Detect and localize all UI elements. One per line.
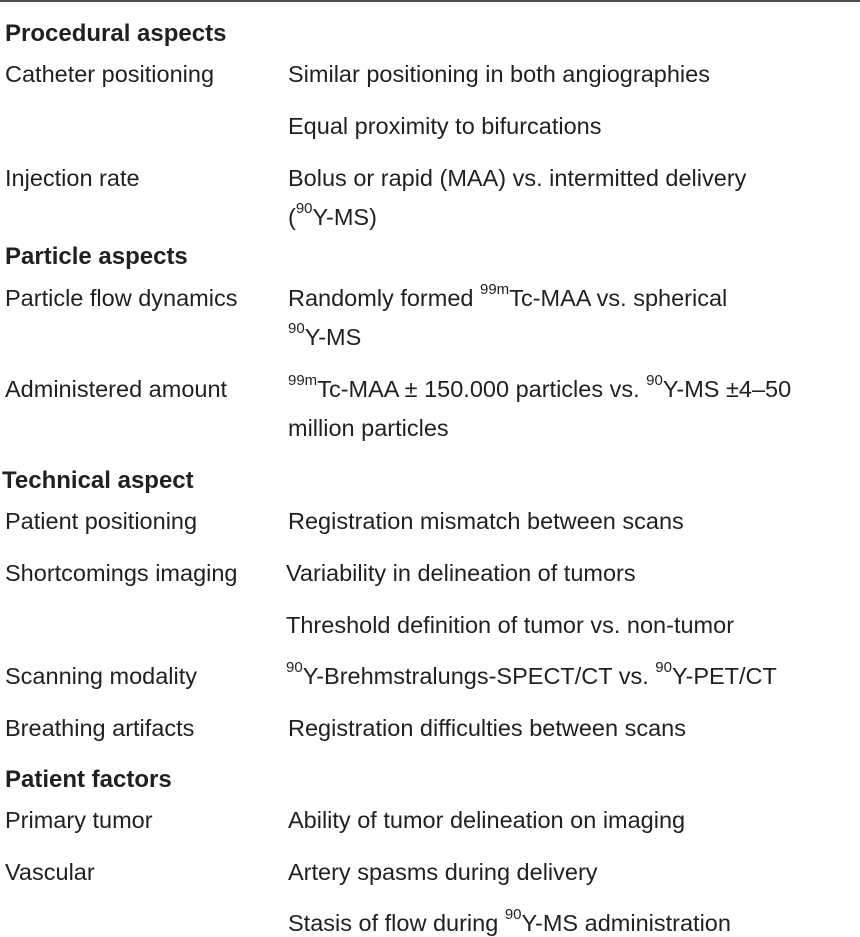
isotope-superscript: 90 — [288, 320, 305, 338]
factor-label: Catheter positioning — [5, 61, 215, 87]
factor-label: Patient positioning — [5, 508, 198, 534]
detail-line — [288, 507, 684, 535]
detail-text: Y-MS ±4–50 — [662, 376, 792, 402]
detail-text: Registration mismatch between scans — [288, 508, 684, 534]
detail-text: Tc-MAA vs. spherical — [509, 285, 728, 311]
isotope-superscript: 90 — [286, 659, 303, 677]
detail-line — [286, 611, 734, 639]
detail-text: Y-Brehmstralungs-SPECT/CT vs. — [302, 663, 656, 689]
isotope-superscript: 99m — [288, 372, 318, 390]
detail-line — [288, 372, 792, 403]
detail-text: million particles — [288, 415, 449, 441]
detail-text: Threshold definition of tumor vs. non-tumor — [286, 612, 735, 638]
isotope-superscript: 90 — [504, 906, 522, 924]
detail-text: Artery spasms during delivery — [288, 859, 598, 885]
isotope-superscript: 90 — [295, 200, 313, 218]
section-heading: Particle aspects — [5, 243, 188, 270]
detail-text: Equal proximity to bifurcations — [288, 113, 602, 139]
table-top-rule — [0, 0, 860, 2]
detail-text: Y-PET/CT — [671, 663, 777, 689]
detail-line — [286, 559, 636, 587]
detail-text: Ability of tumor delineation on imaging — [288, 807, 686, 833]
detail-text: Similar positioning in both angiographies — [288, 61, 710, 87]
detail-line — [288, 164, 746, 192]
detail-line — [288, 806, 685, 834]
detail-line — [288, 906, 731, 937]
isotope-superscript: 90 — [646, 372, 663, 390]
detail-text: Tc-MAA ± 150.000 particles vs. — [317, 376, 647, 402]
factor-label: Primary tumor — [5, 807, 153, 833]
factor-label: Administered amount — [5, 376, 228, 402]
section-heading: Patient factors — [5, 766, 172, 793]
factor-label: Injection rate — [5, 165, 140, 191]
detail-text: Y-MS) — [312, 204, 377, 230]
detail-line — [288, 60, 710, 88]
section-heading: Procedural aspects — [5, 20, 227, 47]
detail-line — [288, 320, 362, 351]
isotope-superscript: 90 — [655, 659, 672, 677]
detail-line — [288, 281, 728, 312]
detail-text: Randomly formed — [288, 285, 480, 311]
detail-line — [288, 714, 686, 742]
factor-label: Particle flow dynamics — [5, 285, 238, 311]
detail-line — [288, 200, 377, 231]
detail-line — [288, 414, 449, 442]
section-heading: Technical aspect — [2, 467, 194, 494]
detail-text: Variability in delineation of tumors — [286, 560, 636, 586]
detail-line — [288, 858, 598, 886]
factor-label: Scanning modality — [5, 663, 198, 689]
detail-line — [288, 112, 601, 140]
detail-line — [286, 659, 777, 690]
detail-text: ( — [288, 204, 296, 230]
detail-text: Y-MS administration — [521, 910, 731, 936]
factor-label: Shortcomings imaging — [5, 560, 238, 586]
detail-text: Y-MS — [304, 324, 362, 350]
detail-text: Bolus or rapid (MAA) vs. intermitted delivery — [288, 165, 747, 191]
factor-label: Breathing artifacts — [5, 715, 195, 741]
isotope-superscript: 99m — [480, 281, 510, 299]
factor-label: Vascular — [5, 859, 95, 885]
detail-text: Stasis of flow during — [288, 910, 505, 936]
detail-text: Registration difficulties between scans — [288, 715, 686, 741]
